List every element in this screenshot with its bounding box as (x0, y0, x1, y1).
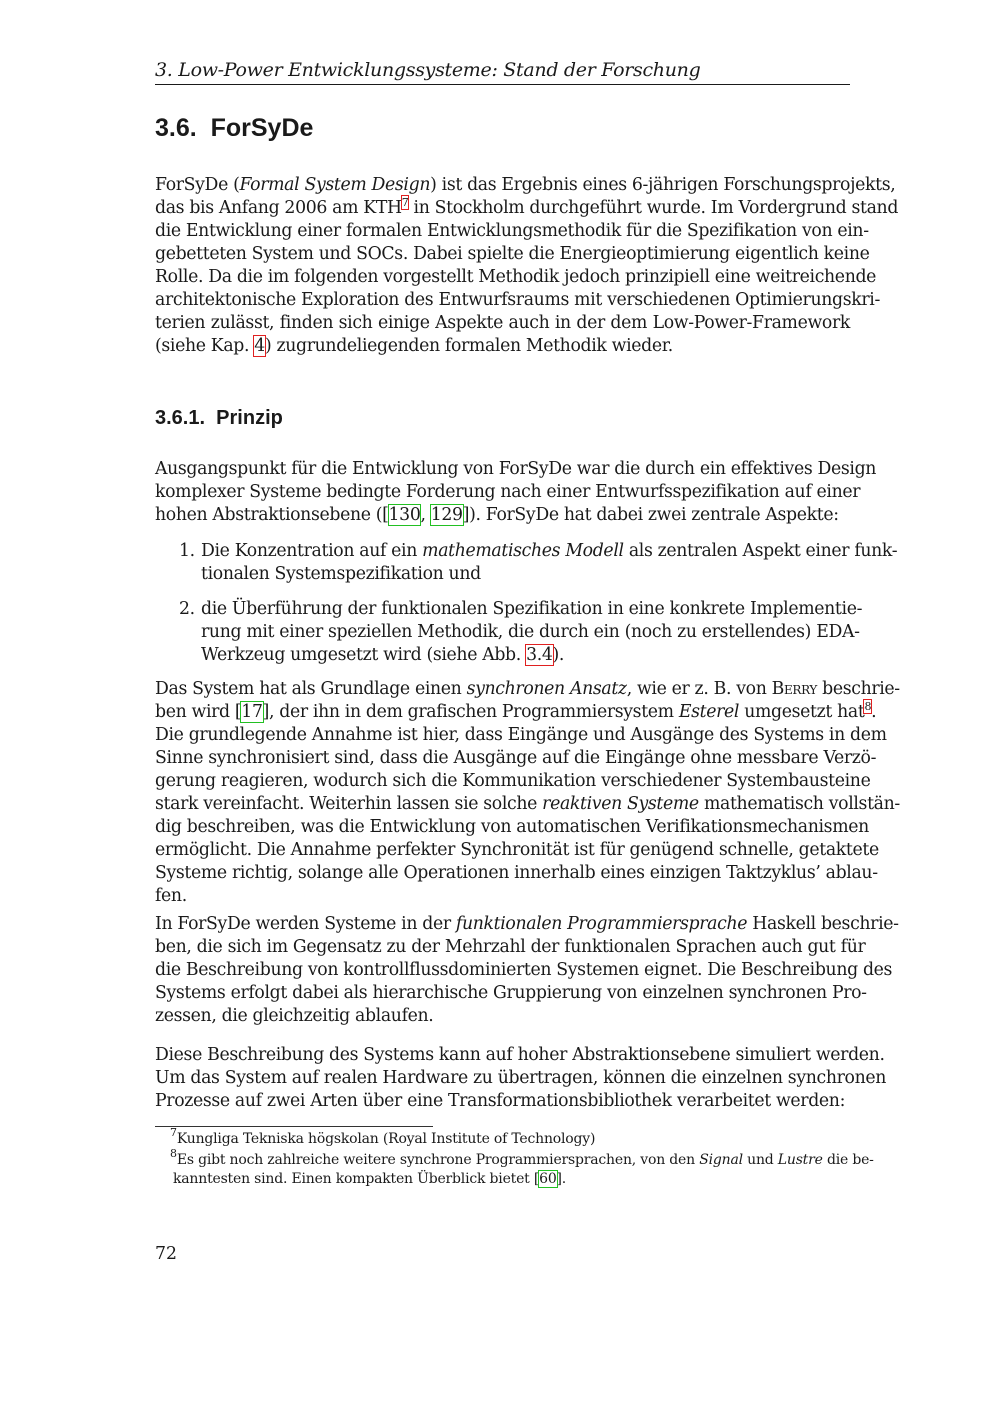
section-number: 3.6. (155, 114, 197, 142)
text-line: zessen, die gleichzeitig ablaufen. (155, 1006, 434, 1026)
text-line: architektonische Exploration des Entwurfsraums mit verschiedenen Optimierungskri- (155, 290, 880, 310)
text-line: tionalen Systemspezifikation und (201, 564, 481, 584)
text-line: fen. (155, 886, 187, 906)
text-line: hohen Abstraktionsebene ([130, 129]). ForSyDe hat dabei zwei zentrale Aspekte: (155, 505, 839, 525)
paragraph-haskell (155, 913, 899, 1028)
section-heading (155, 112, 313, 144)
text-line: In ForSyDe werden Systeme in der funktionalen Programmiersprache Haskell beschrie- (155, 914, 899, 934)
text-line: (siehe Kap. 4) zugrundeliegenden formalen Methodik wieder. (155, 336, 673, 356)
text-line: ermöglicht. Die Annahme perfekter Synchronität ist für genügend schnelle, getaktete (155, 840, 879, 860)
section-title: ForSyDe (210, 114, 314, 142)
footnote-8 (155, 1147, 874, 1189)
text-line: ben, die sich im Gegensatz zu der Mehrzahl der funktionalen Sprachen auch gut für (155, 937, 866, 957)
subsection-title: Prinzip (216, 407, 283, 429)
figure-link[interactable]: 3.4 (526, 645, 553, 665)
text-line: das bis Anfang 2006 am KTH$^7$ in Stockholm durchgeführt wurde. Im Vordergrund stand (155, 196, 899, 218)
text-line: Prozesse auf zwei Arten über eine Transformationsbibliothek verarbeitet werden: (155, 1091, 846, 1111)
text-line: die Beschreibung von kontrollflussdominierten Systemen eignet. Die Beschreibung des (155, 960, 893, 980)
text-line: gerung reagieren, wodurch sich die Kommunikation verschiedener Systembausteine (155, 771, 871, 791)
text-line: ForSyDe (Formal System Design) ist das Ergebnis eines 6-jährigen Forschungsprojekts, (155, 175, 896, 195)
text-line: komplexer Systeme bedingte Forderung nach einer Entwurfsspezifikation auf einer (155, 482, 861, 502)
text-line: Um das System auf realen Hardware zu übertragen, können die einzelnen synchronen (155, 1068, 887, 1088)
text-line: Das System hat als Grundlage einen synchronen Ansatz, wie er z. B. von Berry beschrie- (155, 679, 900, 699)
paragraph-intro (155, 174, 899, 358)
citation-link[interactable]: 60 (539, 1171, 557, 1187)
citation-link[interactable]: 130 (388, 505, 421, 525)
chapter-link[interactable]: 4 (254, 336, 265, 356)
paragraph-principle (155, 458, 877, 527)
text-line: $^7$Kungliga Tekniska högskolan (Royal Institute of Technology) (170, 1126, 596, 1147)
footnote-link-7[interactable]: 7 (401, 196, 409, 209)
text-line: Die grundlegende Annahme ist hier, dass Eingänge und Ausgänge des Systems in dem (155, 725, 887, 745)
text-line: kanntesten sind. Einen kompakten Überblick bietet [60]. (173, 1171, 567, 1187)
citation-link[interactable]: 129 (430, 505, 463, 525)
list-number: 1. (179, 541, 195, 561)
text-line: die Überführung der funktionalen Spezifikation in eine konkrete Implementie- (201, 599, 863, 619)
text-line: Sinne synchronisiert sind, dass die Ausgänge auf die Eingänge ohne messbare Verzö- (155, 748, 877, 768)
text-line: Diese Beschreibung des Systems kann auf hoher Abstraktionsebene simuliert werden. (155, 1045, 885, 1065)
text-line: Die Konzentration auf ein mathematisches Modell als zentralen Aspekt einer funk- (201, 541, 898, 561)
text-line: rung mit einer speziellen Methodik, die durch ein (noch zu erstellendes) EDA- (201, 622, 860, 642)
text-line: Systems erfolgt dabei als hierarchische Gruppierung von einzelnen synchronen Pro- (155, 983, 867, 1003)
running-header: 3. Low-Power Entwicklungssysteme: Stand der Forschung (155, 58, 850, 85)
paragraph-transformation (155, 1044, 887, 1113)
footnote-separator (155, 1126, 433, 1127)
text-line: Rolle. Da die im folgenden vorgestellt Methodik jedoch prinzipiell eine weitreichende (155, 267, 877, 287)
footnote-link-8[interactable]: 8 (864, 700, 872, 713)
text-line: Ausgangspunkt für die Entwicklung von ForSyDe war die durch ein effektives Design (155, 459, 877, 479)
text-line: Systeme richtig, solange alle Operationen innerhalb eines einzigen Taktzyklus’ ablau- (155, 863, 878, 883)
text-line: gebetteten System und SOCs. Dabei spielte die Energieoptimierung eigentlich keine (155, 244, 870, 264)
text-line: terien zulässt, finden sich einige Aspekte auch in der dem Low-Power-Framework (155, 313, 850, 333)
footnote-7 (155, 1126, 850, 1149)
text-line: Werkzeug umgesetzt wird (siehe Abb. 3.4). (201, 645, 565, 665)
citation-link[interactable]: 17 (241, 702, 263, 722)
text-line: stark vereinfacht. Weiterhin lassen sie solche reaktiven Systeme mathematisch vollstän- (155, 794, 900, 814)
page-number: 72 (155, 1244, 177, 1264)
text-line: ben wird [17], der ihn in dem grafischen Programmiersystem Esterel umgesetzt hat$^8$. (155, 700, 877, 722)
subsection-heading (155, 404, 283, 432)
text-line: die Entwicklung einer formalen Entwicklungsmethodik für die Spezifikation von ein- (155, 221, 869, 241)
text-line: $^8$Es gibt noch zahlreiche weitere synchrone Programmiersprachen, von den Signal und Lustre die be- (170, 1147, 874, 1168)
paragraph-synchronous (155, 678, 900, 908)
list-number: 2. (179, 599, 195, 619)
text-line: dig beschreiben, was die Entwicklung von automatischen Verifikationsmechanismen (155, 817, 869, 837)
subsection-number: 3.6.1. (155, 407, 206, 429)
